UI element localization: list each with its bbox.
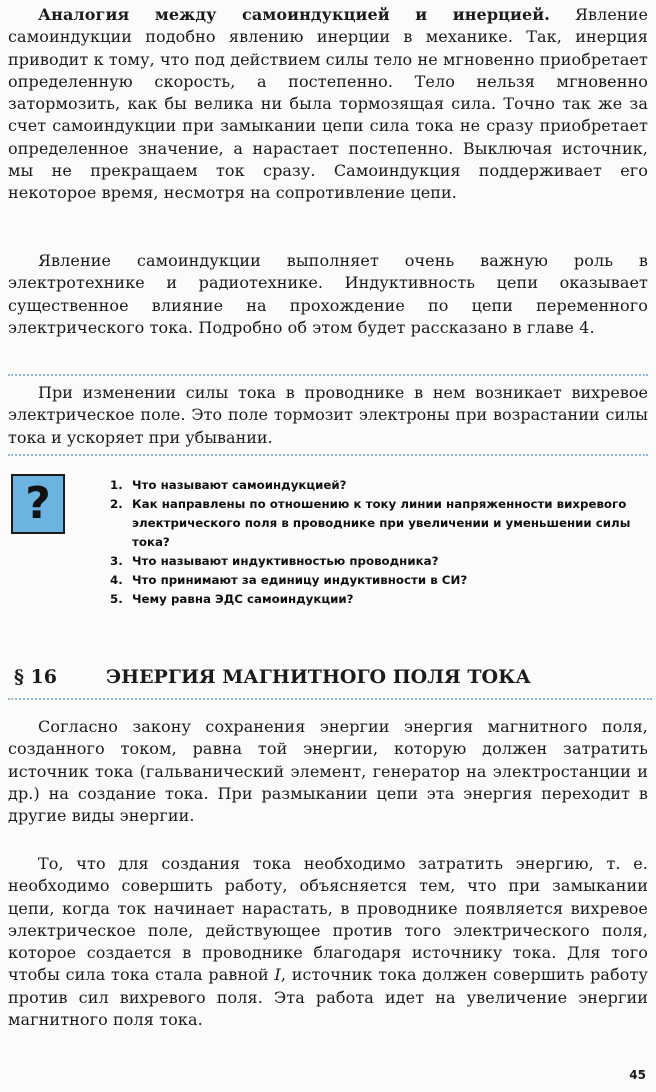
- summary-top-rule: [8, 374, 648, 376]
- question-item: [110, 476, 655, 495]
- question-item: [110, 495, 655, 552]
- question-number: 2.: [110, 497, 123, 511]
- paragraph-work-explanation: [8, 853, 648, 1031]
- question-text: Чему равна ЭДС самоиндукции?: [132, 592, 354, 606]
- paragraph-inertia-analogy: [8, 4, 648, 205]
- section-number: § 16: [14, 666, 57, 688]
- question-text: Как направлены по отношению к току линии напряженности вихревого электрического поля в проводнике при увеличении и уменьшении силы тока?: [132, 497, 631, 549]
- question-text: Что называют индуктивностью проводника?: [132, 554, 439, 568]
- page-number: 45: [629, 1068, 646, 1082]
- paragraph-text: Явление самоиндукции подобно явлению инерции в механике. Так, инерция приводит к тому, что под действием силы тело не мгновенно приобретает определенную скорость, а постепенно. Тело нельзя мгновенно затормозить, как бы велика ни была тормозящая сила. Точно так же за счет самоиндукции при замыкании цепи сила тока не сразу приобретает определенное значение, а нарастает постепенно. Выключая источник, мы не прекращаем ток сразу. Самоиндукция поддерживает его некоторое время, несмотря на сопротивление цепи.: [8, 5, 649, 203]
- paragraph-text: , источник тока должен совершить работу против сил вихревого поля. Эта работа идет на увеличение энергии магнитного поля тока.: [8, 965, 648, 1030]
- question-number: 5.: [110, 592, 123, 606]
- question-number: 3.: [110, 554, 123, 568]
- summary-bottom-rule: [8, 454, 648, 456]
- summary-box-text: При изменении силы тока в проводнике в нем возникает вихревое электрическое поле. Это поле тормозит электроны при возрастании силы тока и ускоряет при убывании.: [8, 383, 648, 447]
- question-item: [110, 571, 655, 590]
- review-questions-list: [110, 476, 655, 609]
- paragraph-text: То, что для создания тока необходимо затратить энергию, т. е. необходимо совершить работу, объясняется тем, что при замыкании цепи, когда ток начинает нарастать, в проводнике появляется вихревое электрическое поле, действующее против того электрического поля, которое создается в проводнике благодаря источнику тока. Для того чтобы сила тока стала равной: [8, 854, 648, 985]
- question-text: Что принимают за единицу индуктивности в СИ?: [132, 573, 468, 587]
- paragraph-importance: Явление самоиндукции выполняет очень важную роль в электротехнике и радиотехнике. Индуктивность цепи оказывает существенное влияние на прохождение по цепи переменного электрического тока. Подробно об этом будет рассказано в главе 4.: [8, 251, 648, 337]
- question-mark-glyph: ?: [25, 478, 51, 529]
- current-variable: I: [274, 965, 281, 985]
- section-heading: [14, 664, 654, 690]
- paragraph-energy-conservation: Согласно закону сохранения энергии энергия магнитного поля, созданного током, равна той энергии, которую должен затратить источник тока (гальванический элемент, генератор на электростанции и др.) на создание тока. При размыкании цепи эта энергия переходит в другие виды энергии.: [8, 717, 648, 826]
- paragraph-run-in-title: Аналогия между самоиндукцией и инерцией.: [38, 5, 550, 24]
- question-number: 1.: [110, 478, 123, 492]
- question-number: 4.: [110, 573, 123, 587]
- question-item: [110, 590, 655, 609]
- section-title: ЭНЕРГИЯ МАГНИТНОГО ПОЛЯ ТОКА: [106, 666, 531, 688]
- section-heading-rule: [8, 698, 652, 700]
- question-text: Что называют самоиндукцией?: [132, 478, 347, 492]
- question-mark-icon: [11, 474, 65, 534]
- question-item: [110, 552, 655, 571]
